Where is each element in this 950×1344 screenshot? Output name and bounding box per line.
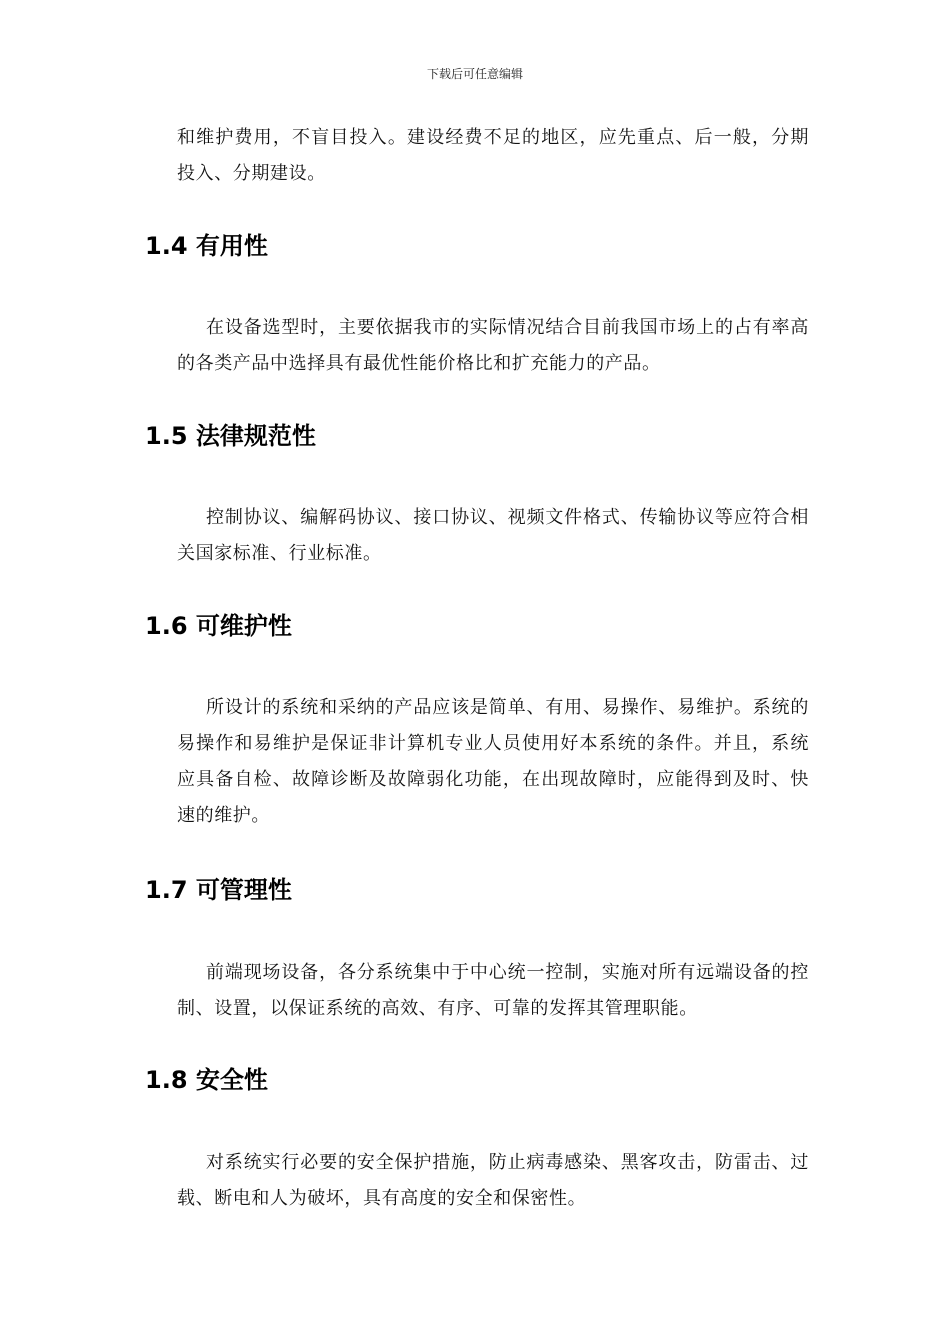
section-heading-1-6: 1.6 可维护性 (145, 612, 292, 640)
section-heading-1-8: 1.8 安全性 (145, 1066, 268, 1094)
page-header: 下载后可任意编辑 (426, 67, 523, 81)
section-heading-1-5: 1.5 法律规范性 (145, 422, 316, 450)
section-paragraph-1-7: 前端现场设备，各分系统集中于中心统一控制，实施对所有远端设备的控制、设置，以保证系统的高效、有序、可靠的发挥其管理职能。 (177, 962, 809, 1019)
intro-paragraph: 和维护费用，不盲目投入。建设经费不足的地区，应先重点、后一般，分期投入、分期建设。 (177, 127, 809, 184)
section-heading-1-4: 1.4 有用性 (145, 232, 268, 260)
section-paragraph-1-4: 在设备选型时，主要依据我市的实际情况结合目前我国市场上的占有率高的各类产品中选择具有最优性能价格比和扩充能力的产品。 (177, 317, 809, 374)
section-heading-1-7: 1.7 可管理性 (145, 876, 292, 904)
section-paragraph-1-8: 对系统实行必要的安全保护措施，防止病毒感染、黑客攻击，防雷击、过载、断电和人为破坏，具有高度的安全和保密性。 (177, 1152, 809, 1209)
section-paragraph-1-6: 所设计的系统和采纳的产品应该是简单、有用、易操作、易维护。系统的易操作和易维护是保证非计算机专业人员使用好本系统的条件。并且，系统应具备自检、故障诊断及故障弱化功能，在出现故障时，应能得到及时、快速的维护。 (177, 697, 809, 826)
section-paragraph-1-5: 控制协议、编解码协议、接口协议、视频文件格式、传输协议等应符合相关国家标准、行业标准。 (177, 507, 809, 564)
